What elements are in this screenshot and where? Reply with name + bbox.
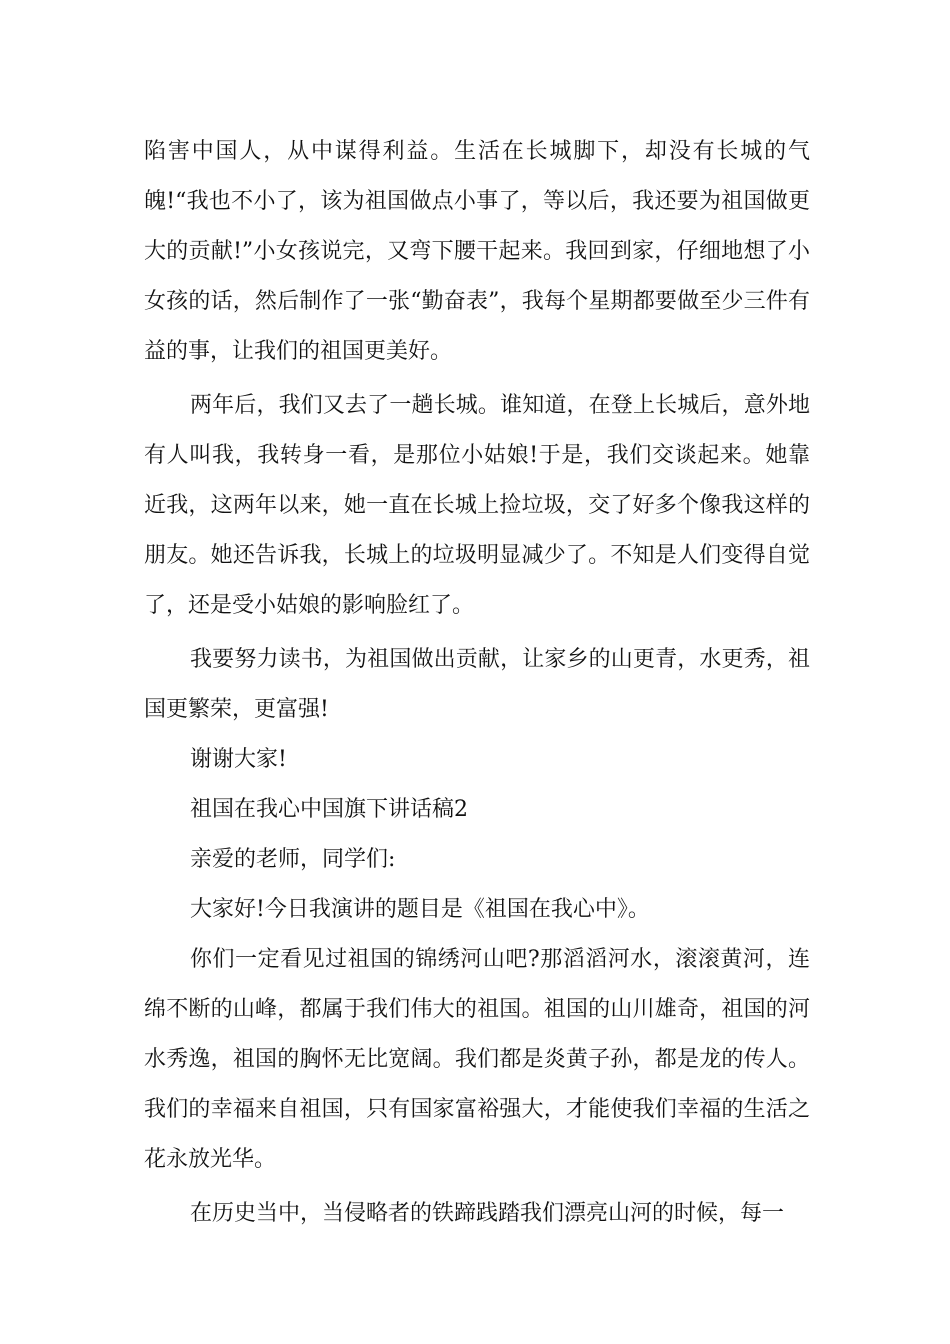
paragraph-1: 陷害中国人，从中谋得利益。生活在长城脚下，却没有长城的气魄!“我也不小了，该为祖国做点小事了，等以后，我还要为祖国做更大的贡献!”小女孩说完，又弯下腰干起来。我回到家，仔细地想了小女孩的话，然后制作了一张“勤奋表”，我每个星期都要做至少三件有益的事，让我们的祖国更美好。 <box>144 139 810 364</box>
paragraph-4: 谢谢大家! <box>190 747 287 772</box>
paragraph-5: 你们一定看见过祖国的锦绣河山吧?那滔滔河水，滚滚黄河，连绵不断的山峰，都属于我们伟大的祖国。祖国的山川雄奇，祖国的河水秀逸，祖国的胸怀无比宽阔。我们都是炎黄子孙，都是龙的传人。我们的幸福来自祖国，只有国家富裕强大，才能使我们幸福的生活之花永放光华。 <box>144 947 810 1172</box>
document-body <box>144 127 810 1239</box>
section-heading: 祖国在我心中国旗下讲话稿2 <box>190 797 468 822</box>
salutation: 亲爱的老师，同学们: <box>190 847 396 872</box>
paragraph-greeting: 大家好!今日我演讲的题目是《祖国在我心中》。 <box>190 897 650 922</box>
paragraph-6: 在历史当中，当侵略者的铁蹄践踏我们漂亮山河的时候，每一 <box>190 1201 785 1226</box>
paragraph-2: 两年后，我们又去了一趟长城。谁知道，在登上长城后，意外地有人叫我，我转身一看，是那位小姑娘!于是，我们交谈起来。她靠近我，这两年以来，她一直在长城上捡垃圾，交了好多个像我这样的朋友。她还告诉我，长城上的垃圾明显减少了。不知是人们变得自觉了，还是受小姑娘的影响脸红了。 <box>144 393 810 618</box>
paragraph-3: 我要努力读书，为祖国做出贡献，让家乡的山更青，水更秀，祖国更繁荣，更富强! <box>144 647 810 722</box>
